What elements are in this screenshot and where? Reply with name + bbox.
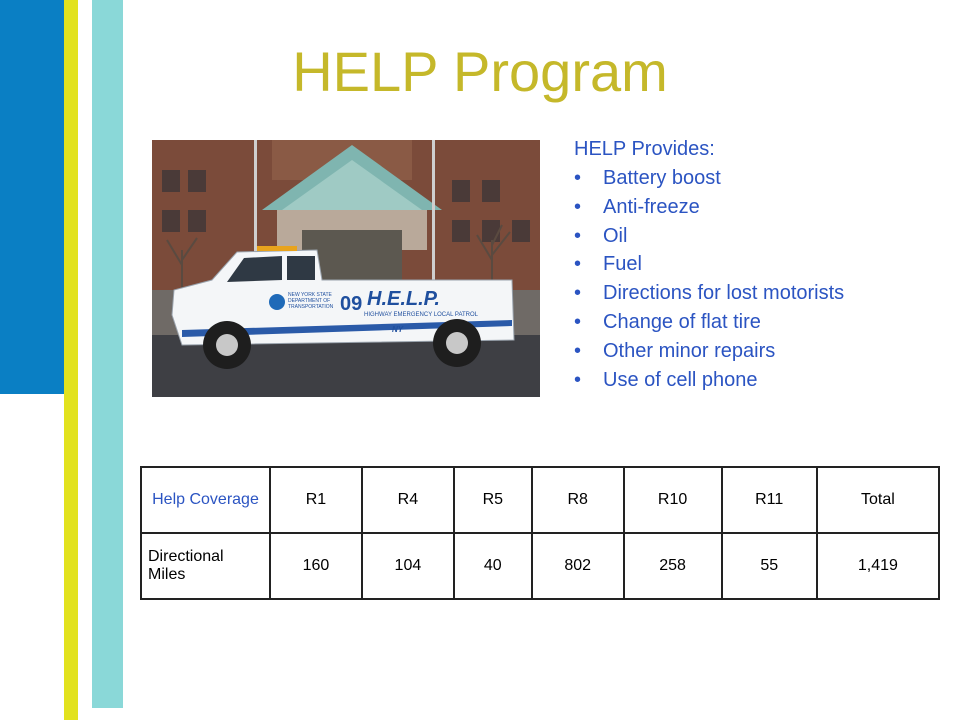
blue-accent-bar (0, 0, 64, 394)
list-item: • Use of cell phone (574, 366, 844, 395)
help-provides-list (574, 135, 844, 394)
list-item: • Anti-freeze (574, 193, 844, 222)
truck-brand-text: H.E.L.P. (367, 288, 440, 310)
truck-number-text: 09 (340, 293, 363, 315)
dot-text-line-3: TRANSPORTATION (288, 304, 334, 310)
yellow-accent-bar (64, 0, 78, 720)
truck-illustration (152, 140, 540, 397)
dot-text-line-2: DEPARTMENT OF (288, 298, 331, 304)
help-truck-photo (152, 140, 540, 397)
slide-title: HELP Program (292, 40, 668, 103)
table-cell: Directional Miles (141, 533, 270, 599)
coverage-table (140, 466, 940, 600)
table-cell: R4 (362, 467, 454, 533)
table-cell: 55 (722, 533, 817, 599)
provides-heading: HELP Provides: (574, 138, 715, 160)
table-cell: 258 (624, 533, 722, 599)
table-cell: R8 (532, 467, 624, 533)
table-cell: 40 (454, 533, 532, 599)
table-cell: R5 (454, 467, 532, 533)
door-logo-text: NY (392, 325, 404, 334)
table-cell: 160 (270, 533, 362, 599)
table-cell: Help Coverage (141, 467, 270, 533)
truck-subtitle-text: HIGHWAY EMERGENCY LOCAL PATROL (364, 312, 479, 318)
list-item: • Fuel (574, 250, 844, 279)
table-cell: 1,419 (817, 533, 939, 599)
table-cell: R10 (624, 467, 722, 533)
provides-items (574, 164, 844, 394)
table-row (141, 533, 939, 599)
table-cell: R11 (722, 467, 817, 533)
table-cell: 802 (532, 533, 624, 599)
list-item: • Battery boost (574, 164, 844, 193)
table-header-row (141, 467, 939, 533)
teal-accent-bar (92, 0, 123, 708)
table-cell: 104 (362, 533, 454, 599)
table-cell: R1 (270, 467, 362, 533)
list-item: • Other minor repairs (574, 337, 844, 366)
dot-text-line-1: NEW YORK STATE (288, 292, 332, 298)
list-item: • Change of flat tire (574, 308, 844, 337)
table-cell: Total (817, 467, 939, 533)
list-item: • Oil (574, 222, 844, 251)
dot-logo-icon (269, 294, 285, 310)
list-item: • Directions for lost motorists (574, 279, 844, 308)
